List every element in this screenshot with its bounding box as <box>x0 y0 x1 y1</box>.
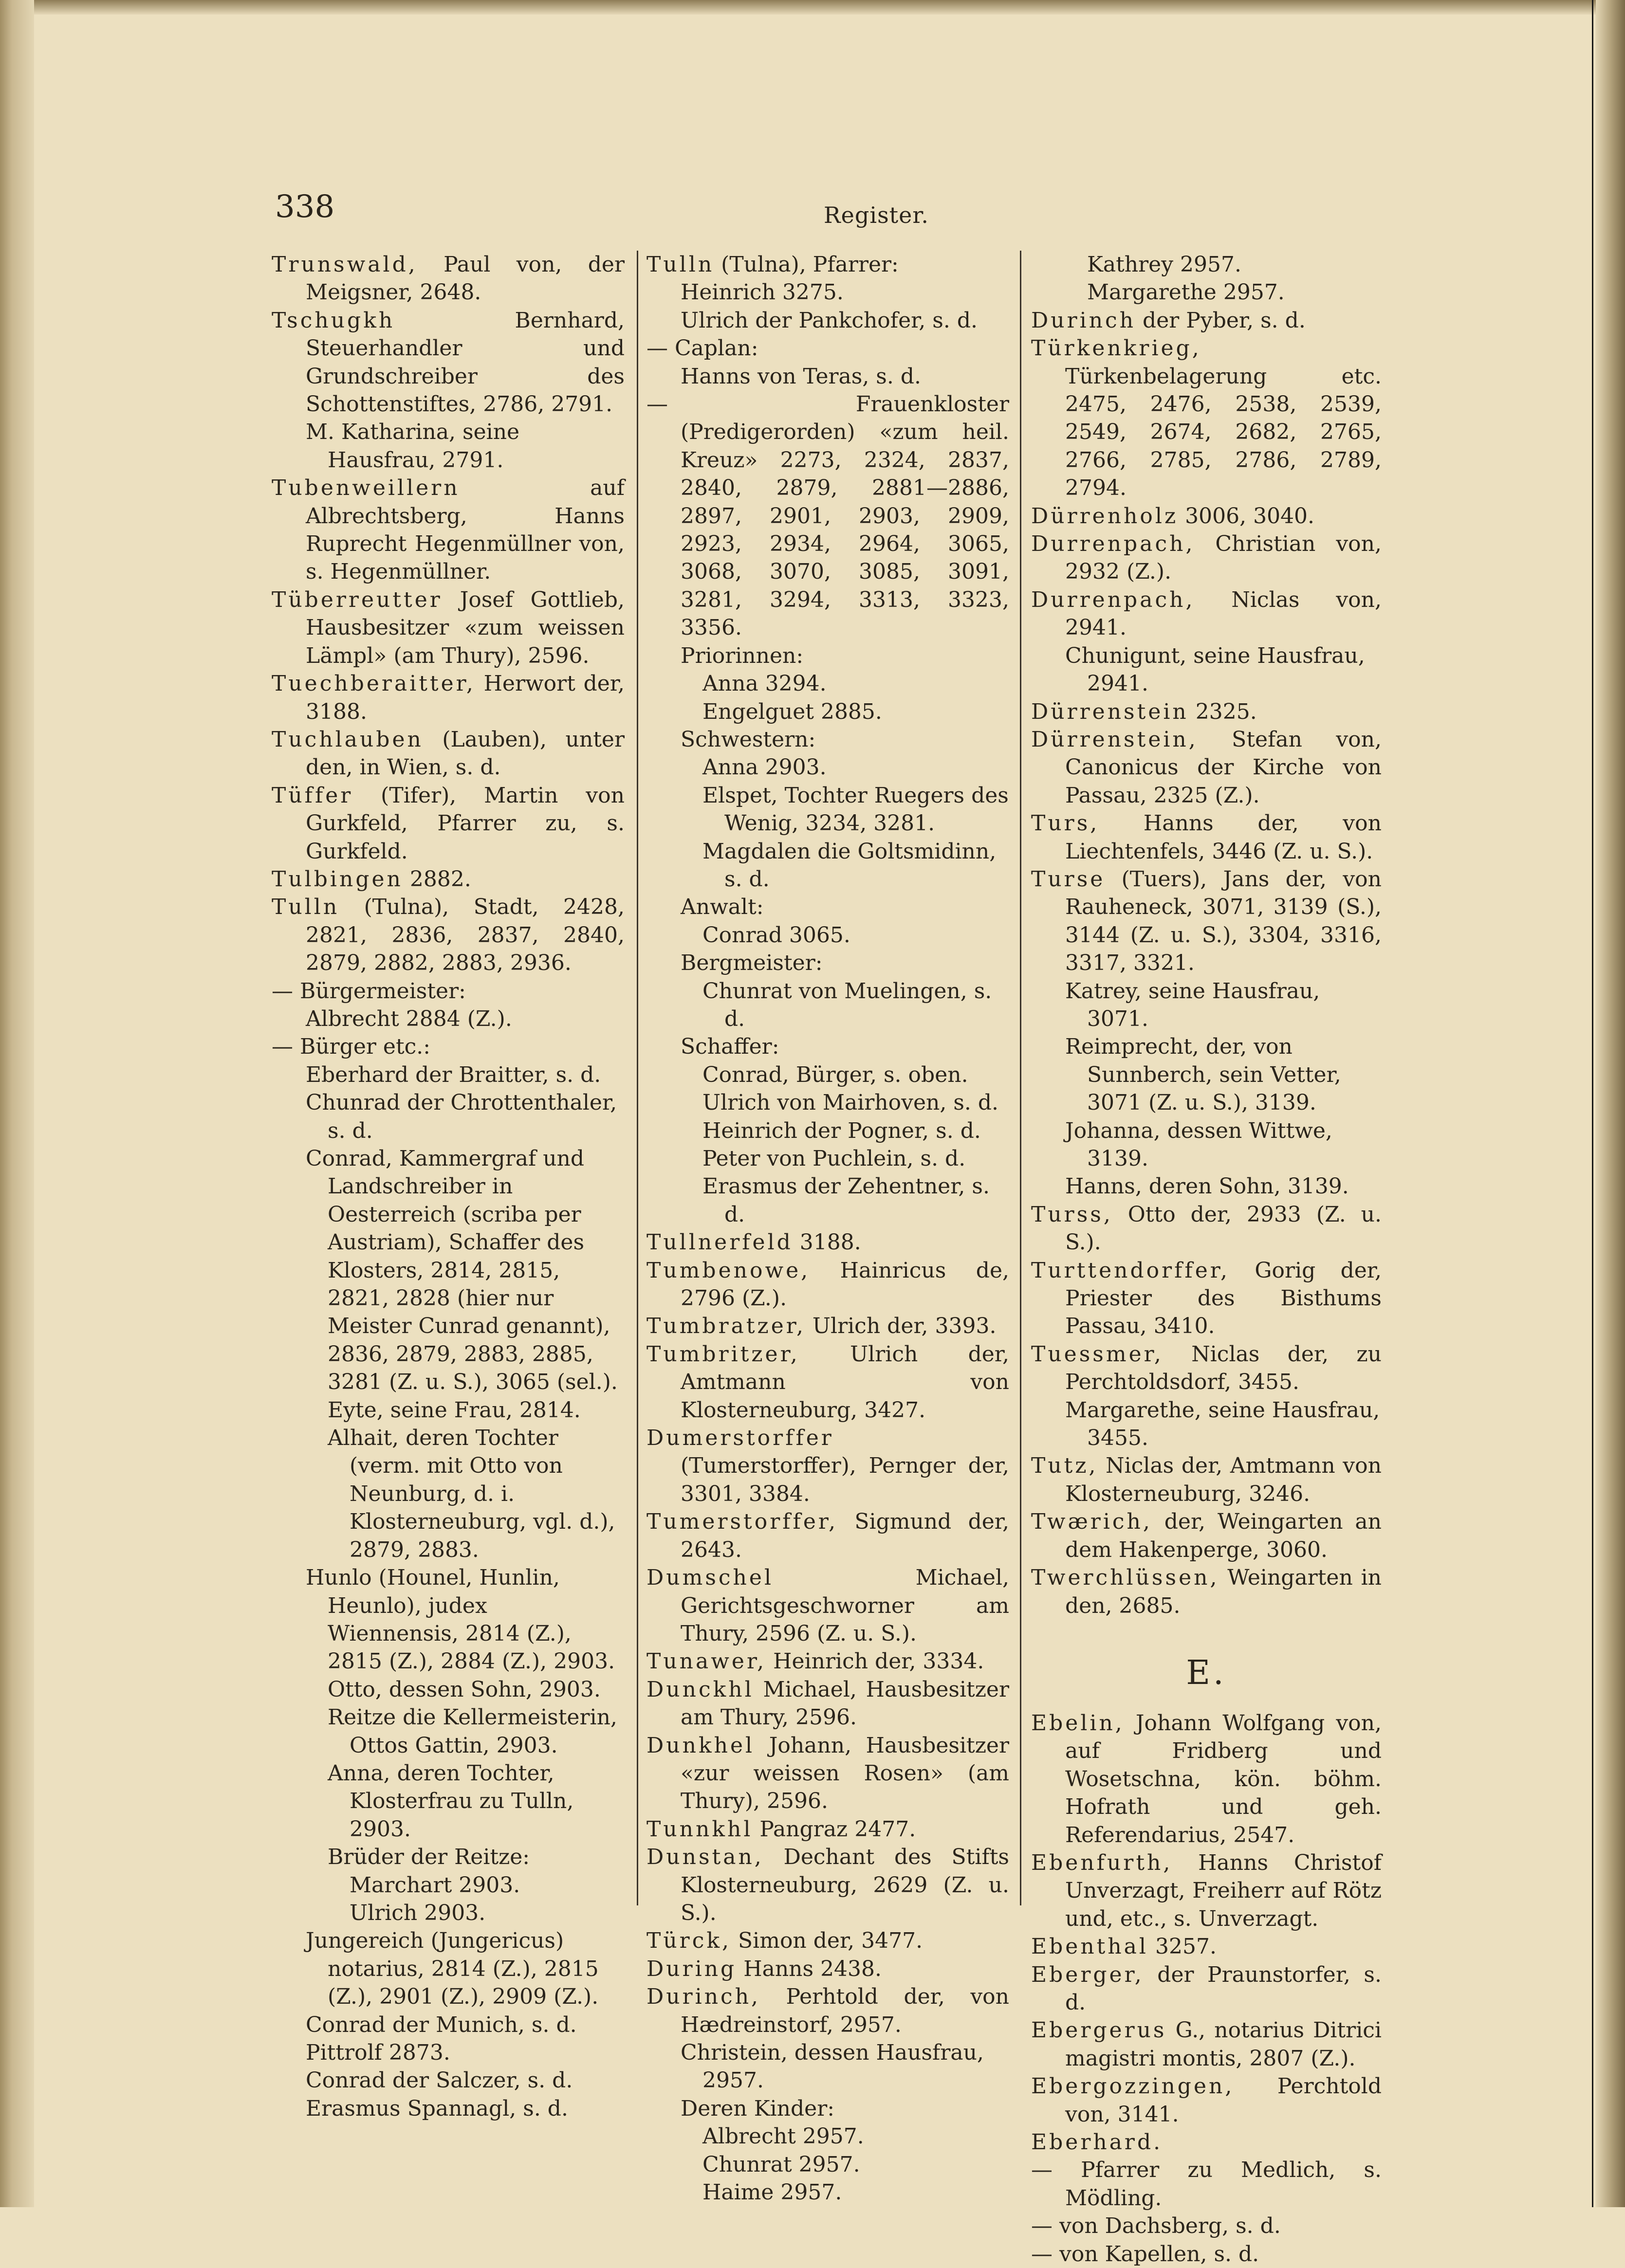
index-entry <box>272 726 625 782</box>
entry-text: Eyte, seine Frau, 2814. <box>328 1397 581 1423</box>
entry-text: (Tuers), Jans der, von Rauheneck, 3071, 3139 (S.), 3144 (Z. u. S.), 3304, 3316, 3317, 3321. <box>1065 866 1382 976</box>
index-subentry <box>702 782 1009 838</box>
index-subentry <box>1065 977 1382 1033</box>
entry-text: — Frauenkloster (Predigerorden) «zum heil. Kreuz» 2273, 2324, 2837, 2840, 2879, 2881—2886, 2897, 2901, 2903, 2909, 2923, 2934, 2964, 3065, 3068, 3070, 3085, 3091, 3281, 3294, 3313, 3323, 3356. <box>646 392 1009 640</box>
entry-text: Conrad der Munich, s. d. <box>306 2012 577 2037</box>
index-subentry <box>702 1061 1009 1089</box>
entry-text: Ulrich 2903. <box>350 1900 486 1925</box>
entry-text: Christein, dessen Hausfrau, 2957. <box>681 2040 984 2093</box>
entry-headword: Tulln <box>272 895 340 920</box>
index-subentry <box>1087 278 1382 306</box>
entry-text: Kathrey 2957. <box>1087 252 1242 277</box>
entry-headword: Ebergerus <box>1031 2018 1167 2043</box>
entry-headword: Ebenfurth, <box>1031 1850 1173 1875</box>
entry-headword: Dumschel <box>646 1565 774 1591</box>
index-entry <box>272 1033 625 1061</box>
index-subentry <box>702 1089 1009 1116</box>
entry-text: Perchtold von, 3141. <box>1065 2074 1382 2127</box>
index-subentry <box>306 2095 625 2122</box>
entry-headword: Durinch, <box>646 1984 761 2010</box>
index-entry <box>1031 1508 1382 1564</box>
entry-text: 2882. <box>403 866 471 892</box>
entry-headword: Dürrenholz <box>1031 503 1179 529</box>
entry-text: Alhait, deren Tochter (verm. mit Otto von Neunburg, d. i. Klosterneuburg, vgl. d.), 2879, 2883. <box>328 1426 615 1562</box>
index-entry <box>646 1983 1009 2039</box>
entry-text: Türkenbelagerung etc. 2475, 2476, 2538, 2539, 2549, 2674, 2682, 2765, 2766, 2785, 2786, 2789, 2794. <box>1065 364 1382 501</box>
entry-text: Magdalen die Goltsmidinn, s. d. <box>702 839 997 892</box>
index-subentry <box>306 1089 625 1145</box>
scan-edge-left <box>0 0 34 2207</box>
index-column-2 <box>646 251 1009 2206</box>
index-entry <box>272 782 625 865</box>
index-entry <box>1031 809 1382 865</box>
entry-headword: Turse <box>1031 866 1106 892</box>
entry-text: — von Kapellen, s. d. <box>1031 2241 1259 2267</box>
entry-text: Chunrat 2957. <box>702 2152 860 2177</box>
entry-text: Margarethe, seine Hausfrau, 3455. <box>1065 1397 1380 1451</box>
entry-headword: Dürrenstein <box>1031 699 1189 724</box>
index-subentry <box>681 278 1009 306</box>
index-entry <box>646 1257 1009 1313</box>
running-head: Register. <box>824 202 929 228</box>
entry-text: (Tulna), Pfarrer: <box>714 252 899 277</box>
index-entry <box>646 251 1009 278</box>
entry-text: 3257. <box>1148 1934 1217 1959</box>
entry-headword: Tunnkhl <box>646 1816 753 1842</box>
entry-headword: Ebenthal <box>1031 1934 1148 1959</box>
index-subentry <box>681 307 1009 334</box>
column-rule-1 <box>637 251 638 1905</box>
entry-text: Hanns Christof Unverzagt, Freiherr auf Rötz und, etc., s. Unverzagt. <box>1065 1850 1382 1931</box>
index-subentry <box>306 1564 625 1676</box>
index-subentry <box>1065 1172 1382 1200</box>
entry-text: Conrad 3065. <box>702 922 850 948</box>
entry-headword: Dunkhel <box>646 1733 755 1758</box>
entry-text: Bergmeister: <box>681 951 823 976</box>
index-entry <box>646 1843 1009 1927</box>
entry-headword: Dunckhl <box>646 1677 754 1702</box>
entry-text: Chunigunt, seine Hausfrau, 2941. <box>1065 643 1365 696</box>
index-subentry <box>306 1061 625 1089</box>
entry-text: Engelguet 2885. <box>702 699 882 724</box>
index-subentry <box>306 1005 625 1033</box>
entry-headword: Turs, <box>1031 811 1100 836</box>
index-subentry <box>306 1145 625 1396</box>
index-subentry <box>681 1033 1009 1061</box>
index-entry <box>1031 502 1382 530</box>
index-subentry <box>328 1676 625 1703</box>
entry-text: Eberhard der Braitter, s. d. <box>306 1062 601 1087</box>
entry-headword: Tumbritzer, <box>646 1341 800 1367</box>
index-entry <box>646 1955 1009 1983</box>
index-entry <box>272 893 625 977</box>
entry-text: Erasmus der Zehentner, s. d. <box>702 1174 990 1227</box>
index-entry <box>1031 1933 1382 1960</box>
index-entry <box>272 977 625 1005</box>
page-number: 338 <box>275 189 335 225</box>
entry-headword: Tumbenowe, <box>646 1258 811 1283</box>
index-entry <box>1031 865 1382 977</box>
index-subentry <box>350 1899 625 1927</box>
entry-text: Albrecht 2884 (Z.). <box>306 1006 512 1031</box>
entry-text: Niclas der, Amtmann von Klosterneuburg, 3246. <box>1065 1453 1382 1506</box>
entry-text: (Tifer), Martin von Gurkfeld, Pfarrer zu, s. Gurkfeld. <box>306 783 625 864</box>
index-subentry <box>328 1424 625 1564</box>
index-subentry <box>328 1843 625 1871</box>
entry-text: Weingarten in den, 2685. <box>1065 1565 1382 1618</box>
index-entry <box>646 1340 1009 1424</box>
index-entry <box>1031 1849 1382 1933</box>
entry-text: (Lauben), unter den, in Wien, s. d. <box>306 727 625 780</box>
entry-headword: Ebergozzingen, <box>1031 2074 1235 2099</box>
entry-headword: Durinch <box>1031 308 1136 333</box>
index-entry <box>1031 1564 1382 1620</box>
index-column-3 <box>1031 251 1382 2268</box>
entry-text: Ulrich der, Amtmann von Klosterneuburg, 3427. <box>681 1341 1009 1423</box>
index-entry <box>1031 1201 1382 1257</box>
entry-text: Heinrich 3275. <box>681 280 844 305</box>
entry-text: 3006, 3040. <box>1178 503 1315 529</box>
index-subentry <box>1065 1033 1382 1116</box>
entry-headword: Turttendorffer, <box>1031 1258 1230 1283</box>
entry-text: Dechant des Stifts Klosterneuburg, 2629 (Z. u. S.). <box>681 1845 1009 1925</box>
index-entry <box>646 1815 1009 1843</box>
entry-text: Deren Kinder: <box>681 2096 835 2121</box>
index-subentry <box>328 1396 625 1424</box>
index-subentry <box>702 2151 1009 2178</box>
entry-headword: Eberhard. <box>1031 2130 1163 2155</box>
index-entry <box>1031 334 1382 502</box>
index-entry <box>1031 2240 1382 2268</box>
entry-text: der Pyber, s. d. <box>1136 308 1306 333</box>
entry-text: Anwalt: <box>681 895 764 920</box>
index-subentry <box>306 418 625 474</box>
entry-text: Gorig der, Priester des Bisthums Passau, 3410. <box>1065 1258 1382 1339</box>
entry-headword: Tuessmer, <box>1031 1341 1163 1367</box>
index-entry <box>1031 2212 1382 2240</box>
entry-text: Anna 2903. <box>702 755 827 780</box>
entry-text: Niclas der, zu Perchtoldsdorf, 3455. <box>1065 1341 1382 1395</box>
index-subentry <box>681 363 1009 390</box>
entry-text: Haime 2957. <box>702 2180 842 2205</box>
entry-headword: Tüffer <box>272 783 353 808</box>
entry-headword: Twærich, <box>1031 1509 1152 1535</box>
entry-text: Pittrolf 2873. <box>306 2040 450 2065</box>
entry-text: Bernhard, Steuerhandler und Grundschreiber des Schottenstiftes, 2786, 2791. <box>306 308 625 417</box>
entry-text: Marchart 2903. <box>350 1872 520 1898</box>
entry-text: Schwestern: <box>681 727 816 752</box>
entry-headword: Tumerstorffer, <box>646 1509 838 1535</box>
page-fold-line <box>1592 0 1593 2207</box>
index-entry <box>646 1228 1009 1256</box>
entry-headword: Türkenkrieg, <box>1031 336 1201 361</box>
index-entry <box>1031 1257 1382 1340</box>
entry-text: — Bürger etc.: <box>272 1034 431 1060</box>
index-subentry <box>681 2039 1009 2095</box>
entry-headword: Tullnerfeld <box>646 1230 793 1255</box>
index-entry <box>272 586 625 670</box>
entry-text: auf Albrechtsberg, Hanns Ruprecht Hegenmüllner von, s. Hegenmüllner. <box>306 476 625 585</box>
entry-text: (Tulna), Stadt, 2428, 2821, 2836, 2837, 2840, 2879, 2882, 2883, 2936. <box>306 895 625 976</box>
index-entry <box>272 307 625 419</box>
entry-text: Conrad, Kammergraf und Landschreiber in Oesterreich (scriba per Austriam), Schaffer des Klosters, 2814, 2815, 2821, 2828 (hier nur Meister Cunrad genannt), 2836, 2879, 2883, 2885, 3281 (Z. u. S.), 3065 (sel.). <box>306 1146 618 1395</box>
column-rule-2 <box>1020 251 1021 1905</box>
index-entry <box>646 1424 1009 1508</box>
index-entry <box>272 865 625 893</box>
index-entry <box>1031 1709 1382 1849</box>
index-subentry <box>702 1172 1009 1228</box>
index-subentry <box>702 1117 1009 1145</box>
index-entry <box>1031 1452 1382 1508</box>
entry-text: Reitze die Kellermeisterin, Ottos Gattin, 2903. <box>328 1705 617 1758</box>
entry-text: Conrad der Salczer, s. d. <box>306 2068 573 2093</box>
entry-text: Anna 3294. <box>702 671 827 696</box>
entry-text: Erasmus Spannagl, s. d. <box>306 2096 568 2121</box>
index-subentry <box>681 949 1009 977</box>
index-entry <box>646 1676 1009 1732</box>
index-entry <box>272 670 625 726</box>
entry-headword: Tubenweillern <box>272 476 460 501</box>
entry-text: Brüder der Reitze: <box>328 1845 530 1870</box>
index-subentry <box>1065 642 1382 698</box>
entry-text: der Praunstorfer, s. d. <box>1065 1962 1382 2015</box>
index-entry <box>1031 2128 1382 2156</box>
entry-headword: Türck, <box>646 1928 732 1954</box>
entry-text: 2325. <box>1188 699 1257 724</box>
index-entry <box>1031 2072 1382 2128</box>
index-subentry <box>306 1927 625 2011</box>
index-subentry <box>681 642 1009 670</box>
index-subentry <box>306 2039 625 2067</box>
entry-text: — Caplan: <box>646 336 758 361</box>
entry-text: Katrey, seine Hausfrau, 3071. <box>1065 978 1320 1031</box>
entry-text: Schaffer: <box>681 1034 779 1060</box>
index-subentry <box>702 753 1009 781</box>
index-subentry <box>702 921 1009 949</box>
entry-text: Ulrich der Pankchofer, s. d. <box>681 308 978 333</box>
entry-headword: Turss, <box>1031 1202 1113 1227</box>
entry-text: Perhtold der, von Hædreinstorf, 2957. <box>681 1984 1009 2037</box>
entry-text: Margarethe 2957. <box>1087 280 1285 305</box>
entry-text: Johann Wolfgang von, auf Fridberg und Wosetschna, kön. böhm. Hofrath und geh. Referendarius, 2547. <box>1065 1710 1382 1847</box>
entry-headword: Tüberreutter <box>272 587 443 612</box>
entry-text: Hainricus de, 2796 (Z.). <box>681 1258 1009 1311</box>
entry-text: Otto der, 2933 (Z. u. S.). <box>1065 1202 1382 1255</box>
index-subentry <box>702 1145 1009 1172</box>
scan-edge-top <box>0 0 1625 15</box>
entry-text: Hanns 2438. <box>737 1956 882 1981</box>
entry-headword: Tschugkh <box>272 308 395 333</box>
entry-text: Hanns von Teras, s. d. <box>681 364 922 389</box>
entry-text: Hanns, deren Sohn, 3139. <box>1065 1174 1349 1199</box>
entry-text: Pangraz 2477. <box>753 1816 916 1842</box>
entry-headword: Ebelin, <box>1031 1710 1125 1736</box>
index-subentry <box>1065 1396 1382 1452</box>
index-entry <box>646 390 1009 642</box>
entry-text: Simon der, 3477. <box>731 1928 923 1954</box>
entry-headword: During <box>646 1956 737 1981</box>
index-entry <box>1031 2016 1382 2072</box>
entry-text: Anna, deren Tochter, Klosterfrau zu Tulln, 2903. <box>328 1760 574 1842</box>
index-entry <box>272 251 625 307</box>
index-subentry <box>702 2122 1009 2150</box>
entry-text: Ulrich von Mairhoven, s. d. <box>702 1090 999 1116</box>
entry-text: Conrad, Bürger, s. oben. <box>702 1062 968 1087</box>
letter-section-heading: E. <box>1186 1653 1227 1692</box>
entry-text: Niclas von, 2941. <box>1065 587 1382 640</box>
entry-text: 3188. <box>793 1230 861 1255</box>
entry-headword: Tutz, <box>1031 1453 1098 1479</box>
entry-text: Reimprecht, der, von Sunnberch, sein Vetter, 3071 (Z. u. S.), 3139. <box>1065 1034 1341 1116</box>
entry-text: Michael, Hausbesitzer am Thury, 2596. <box>681 1677 1009 1730</box>
index-subentry <box>306 2067 625 2094</box>
index-subentry <box>1087 251 1382 278</box>
entry-text: Chunrad der Chrottenthaler, s. d. <box>306 1090 617 1143</box>
entry-text: Christian von, 2932 (Z.). <box>1065 531 1382 585</box>
entry-text: Elspet, Tochter Ruegers des Wenig, 3234, 3281. <box>702 783 1009 836</box>
entry-text: Michael, Gerichtsgeschworner am Thury, 2596 (Z. u. S.). <box>681 1565 1009 1646</box>
entry-text: Albrecht 2957. <box>702 2124 864 2149</box>
entry-headword: Tunawer, <box>646 1649 767 1674</box>
index-entry <box>272 474 625 586</box>
entry-text: Hunlo (Hounel, Hunlin, Heunlo), judex Wiennensis, 2814 (Z.), 2815 (Z.), 2884 (Z.), 2903. <box>306 1565 615 1674</box>
entry-headword: Twerchlüssen, <box>1031 1565 1219 1591</box>
entry-text: Sigmund der, 2643. <box>681 1509 1009 1562</box>
index-entry <box>1031 1961 1382 2017</box>
index-entry <box>646 1564 1009 1647</box>
index-column-1 <box>272 251 625 2122</box>
entry-text: Johanna, dessen Wittwe, 3139. <box>1065 1118 1332 1171</box>
index-subentry <box>350 1871 625 1899</box>
index-subentry <box>306 2011 625 2039</box>
index-subentry <box>702 838 1009 894</box>
index-subentry <box>681 893 1009 921</box>
entry-text: — von Dachsberg, s. d. <box>1031 2213 1281 2239</box>
entry-text: der, Weingarten an dem Hakenperge, 3060. <box>1065 1509 1382 1562</box>
entry-text: G., notarius Ditrici magistri montis, 2807 (Z.). <box>1065 2018 1382 2071</box>
index-entry <box>1031 726 1382 809</box>
index-subentry <box>702 698 1009 726</box>
entry-text: Otto, dessen Sohn, 2903. <box>328 1677 601 1702</box>
entry-text: Stefan von, Canonicus der Kirche von Passau, 2325 (Z.). <box>1065 727 1382 808</box>
entry-headword: Dunstan, <box>646 1845 764 1870</box>
entry-headword: Trunswald, <box>272 252 418 277</box>
entry-text: Chunrat von Muelingen, s. d. <box>702 978 992 1031</box>
entry-headword: Tuechberaitter, <box>272 671 476 696</box>
entry-headword: Tulbingen <box>272 866 403 892</box>
index-entry <box>646 1732 1009 1815</box>
entry-text: Paul von, der Meigsner, 2648. <box>306 252 625 305</box>
entry-text: Ulrich der, 3393. <box>805 1314 997 1339</box>
entry-headword: Tumbratzer, <box>646 1314 806 1339</box>
entry-text: Heinrich der, 3334. <box>766 1649 984 1674</box>
index-entry <box>1031 698 1382 726</box>
entry-text: — Bürgermeister: <box>272 978 466 1004</box>
index-subentry <box>702 2178 1009 2206</box>
index-entry <box>1031 2156 1382 2212</box>
entry-headword: Tuchlauben <box>272 727 424 752</box>
index-subentry <box>328 1703 625 1759</box>
scan-edge-right <box>1596 0 1625 2207</box>
index-subentry <box>702 977 1009 1033</box>
entry-text: Hanns der, von Liechtenfels, 3446 (Z. u. S.). <box>1065 811 1382 864</box>
index-entry <box>1031 586 1382 642</box>
entry-headword: Dumerstorffer <box>646 1426 834 1451</box>
entry-text: Josef Gottlieb, Hausbesitzer «zum weissen Lämpl» (am Thury), 2596. <box>306 587 625 668</box>
index-subentry <box>1065 1117 1382 1173</box>
index-subentry <box>702 670 1009 697</box>
entry-text: (Tumerstorffer), Pernger der, 3301, 3384. <box>681 1453 1009 1506</box>
entry-text: Heinrich der Pogner, s. d. <box>702 1118 981 1143</box>
entry-headword: Durrenpach, <box>1031 531 1195 557</box>
index-subentry <box>328 1759 625 1843</box>
index-entry <box>1031 530 1382 586</box>
entry-text: Peter von Puchlein, s. d. <box>702 1146 966 1171</box>
index-entry <box>646 1508 1009 1564</box>
index-subentry <box>681 726 1009 753</box>
index-entry <box>646 334 1009 362</box>
index-subentry <box>681 2095 1009 2122</box>
entry-headword: Tulln <box>646 252 715 277</box>
entry-text: Johann, Hausbesitzer «zur weissen Rosen» (am Thury), 2596. <box>681 1733 1009 1814</box>
index-entry <box>1031 1340 1382 1396</box>
index-entry <box>1031 307 1382 334</box>
index-entry <box>646 1927 1009 1955</box>
entry-text: M. Katharina, seine Hausfrau, 2791. <box>306 420 520 473</box>
entry-headword: Eberger, <box>1031 1962 1144 1987</box>
entry-headword: Dürrenstein, <box>1031 727 1198 752</box>
index-entry <box>646 1647 1009 1675</box>
entry-text: Jungereich (Jungericus) notarius, 2814 (Z.), 2815 (Z.), 2901 (Z.), 2909 (Z.). <box>306 1928 599 2010</box>
entry-text: Herwort der, 3188. <box>306 671 625 724</box>
entry-headword: Durrenpach, <box>1031 587 1195 612</box>
entry-text: Priorinnen: <box>681 643 804 668</box>
index-entry <box>646 1312 1009 1340</box>
entry-text: — Pfarrer zu Medlich, s. Mödling. <box>1031 2158 1382 2211</box>
